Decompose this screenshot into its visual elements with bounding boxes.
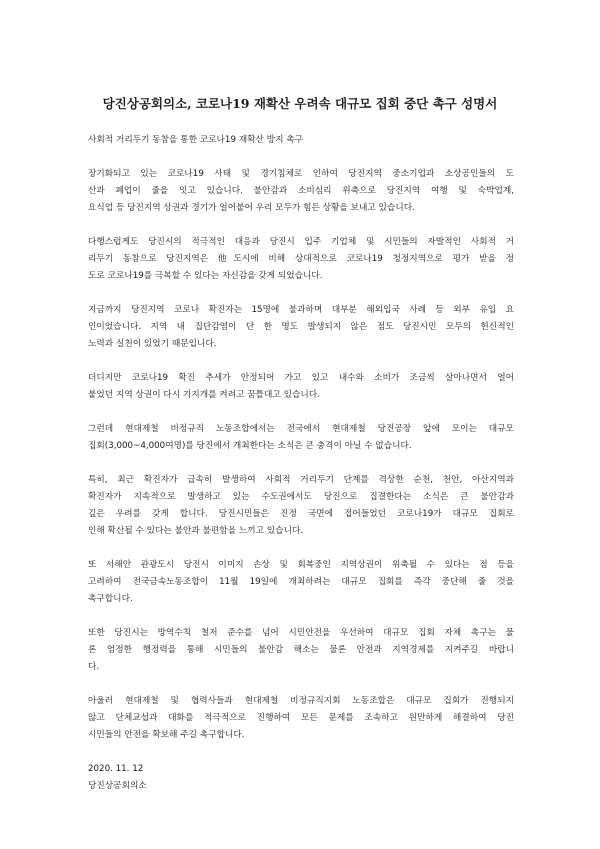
paragraph-line: 그런데 현대제철 비정규직 노동조합에서는 전국에서 현대제철 당진공장 앞에 모이는 대규모 bbox=[88, 424, 514, 434]
document-title: 당진상공회의소, 코로나19 재확산 우려속 대규모 집회 중단 촉구 성명서 bbox=[102, 96, 498, 111]
paragraph-line: 붙었던 지역 상권이 다시 기지개를 켜려고 꿈틀대고 있습니다. bbox=[88, 390, 320, 400]
body-paragraph bbox=[88, 557, 514, 608]
paragraph-line: 특히, 최근 확진자가 급속히 발생하여 사회적 거리두기 단계를 격상한 순천, 천안, 아산지역과 bbox=[88, 475, 514, 485]
paragraph-line: 촉구합니다. bbox=[88, 594, 133, 604]
paragraph-line: 확진자가 지속적으로 발생하고 있는 수도권에서도 당진으로 집결한다는 소식은 큰 불안감과 bbox=[88, 492, 514, 502]
issuing-organization: 당진상공회의소 bbox=[88, 781, 147, 791]
paragraph-line: 론 엄정한 행정력을 통해 시민들의 불안감 해소는 물론 안전과 지역경제를 지켜주길 바랍니 bbox=[88, 645, 514, 655]
body-paragraph bbox=[88, 421, 514, 455]
paragraph-line: 인해 확산될 수 있다는 불안과 불편함을 느끼고 있습니다. bbox=[88, 526, 304, 536]
paragraph-line: 깊은 우려를 갖게 합니다. 당진시민들은 진정 국면에 접어들었던 코로나19가 대규모 집회로 bbox=[88, 509, 514, 519]
paragraph-line: 인이었습니다. 지역 내 집단감염이 단 한 명도 발생되지 않은 점도 당진시민 모두의 헌신적인 bbox=[88, 322, 514, 332]
paragraph-line: 도로 코로나19를 극복할 수 있다는 자신감을 갖게 되었습니다. bbox=[88, 271, 323, 281]
body-paragraph bbox=[88, 625, 514, 676]
statement-date: 2020. 11. 12 bbox=[88, 764, 144, 774]
paragraph-line: 산과 폐업이 줄을 잇고 있습니다. 불안감과 소비심리 위축으로 당진지역 여행 및 숙박업계, bbox=[88, 186, 514, 196]
paragraph-list bbox=[88, 166, 514, 744]
paragraph-line: 다행스럽게도 당진시의 적극적인 대응과 당진시 입주 기업체 및 시민들의 자발적인 사회적 거 bbox=[88, 237, 514, 247]
body-paragraph bbox=[88, 302, 514, 353]
body-paragraph bbox=[88, 472, 514, 540]
paragraph-line: 리두기 동참으로 당진지역은 他도시에 비해 상대적으로 코로나19 청정지역으로 평가 받을 정 bbox=[88, 254, 514, 264]
paragraph-line: 다. bbox=[88, 662, 100, 672]
document-subtitle: 사회적 거리두기 동참을 통한 코로나19 재확산 방지 촉구 bbox=[88, 135, 304, 145]
body-paragraph bbox=[88, 234, 514, 285]
paragraph-line: 요식업 등 당진지역 상권과 경기가 얼어붙어 우리 모두가 힘든 상황을 보내고 있습니다. bbox=[88, 203, 415, 213]
body-paragraph bbox=[88, 166, 514, 217]
paragraph-line: 지금까지 당진지역 코로나 확진자는 15명에 불과하며 대부분 해외입국 사례 등 외부 유입 요 bbox=[88, 305, 514, 315]
paragraph-line: 또 서해안 관광도시 당진시 이미지 손상 및 회복중인 지역상권이 위축될 수 있다는 점 등을 bbox=[88, 560, 514, 570]
paragraph-line: 시민들의 안전을 확보해 주길 촉구합니다. bbox=[88, 730, 245, 740]
paragraph-line: 또한 당진시는 방역수칙 철저 준수를 넘어 시민안전을 우선하여 대규모 집회 자체 촉구는 물 bbox=[88, 628, 514, 638]
body-paragraph bbox=[88, 693, 514, 744]
paragraph-line: 노력과 실천이 있었기 때문입니다. bbox=[88, 339, 217, 349]
paragraph-line: 않고 단체교섭과 대화를 적극적으로 진행하여 모든 문제를 조속하고 원만하게 해결하여 당진 bbox=[88, 713, 514, 723]
paragraph-line: 장기화되고 있는 코로나19 사태 및 경기침체로 인하여 당진지역 중소기업과 소상공인들의 도 bbox=[88, 169, 514, 179]
paragraph-line: 고려하여 전국금속노동조합이 11월 19일에 개최하려는 대규모 집회를 즉각 중단해 줄 것을 bbox=[88, 577, 514, 587]
paragraph-line: 집회(3,000~4,000여명)를 당진에서 개최한다는 소식은 큰 충격이 아닐 수 없습니다. bbox=[88, 441, 412, 451]
paragraph-line: 아울러 현대제철 및 협력사들과 현대제철 비정규직지회 노동조합은 대규모 집회가 진행되지 bbox=[88, 696, 514, 706]
body-paragraph bbox=[88, 370, 514, 404]
document-body bbox=[88, 132, 514, 795]
paragraph-line: 더디지만 코로나19 확진 추세가 안정되어 가고 있고 내수와 소비가 조금씩 살아나면서 얼어 bbox=[88, 373, 514, 383]
